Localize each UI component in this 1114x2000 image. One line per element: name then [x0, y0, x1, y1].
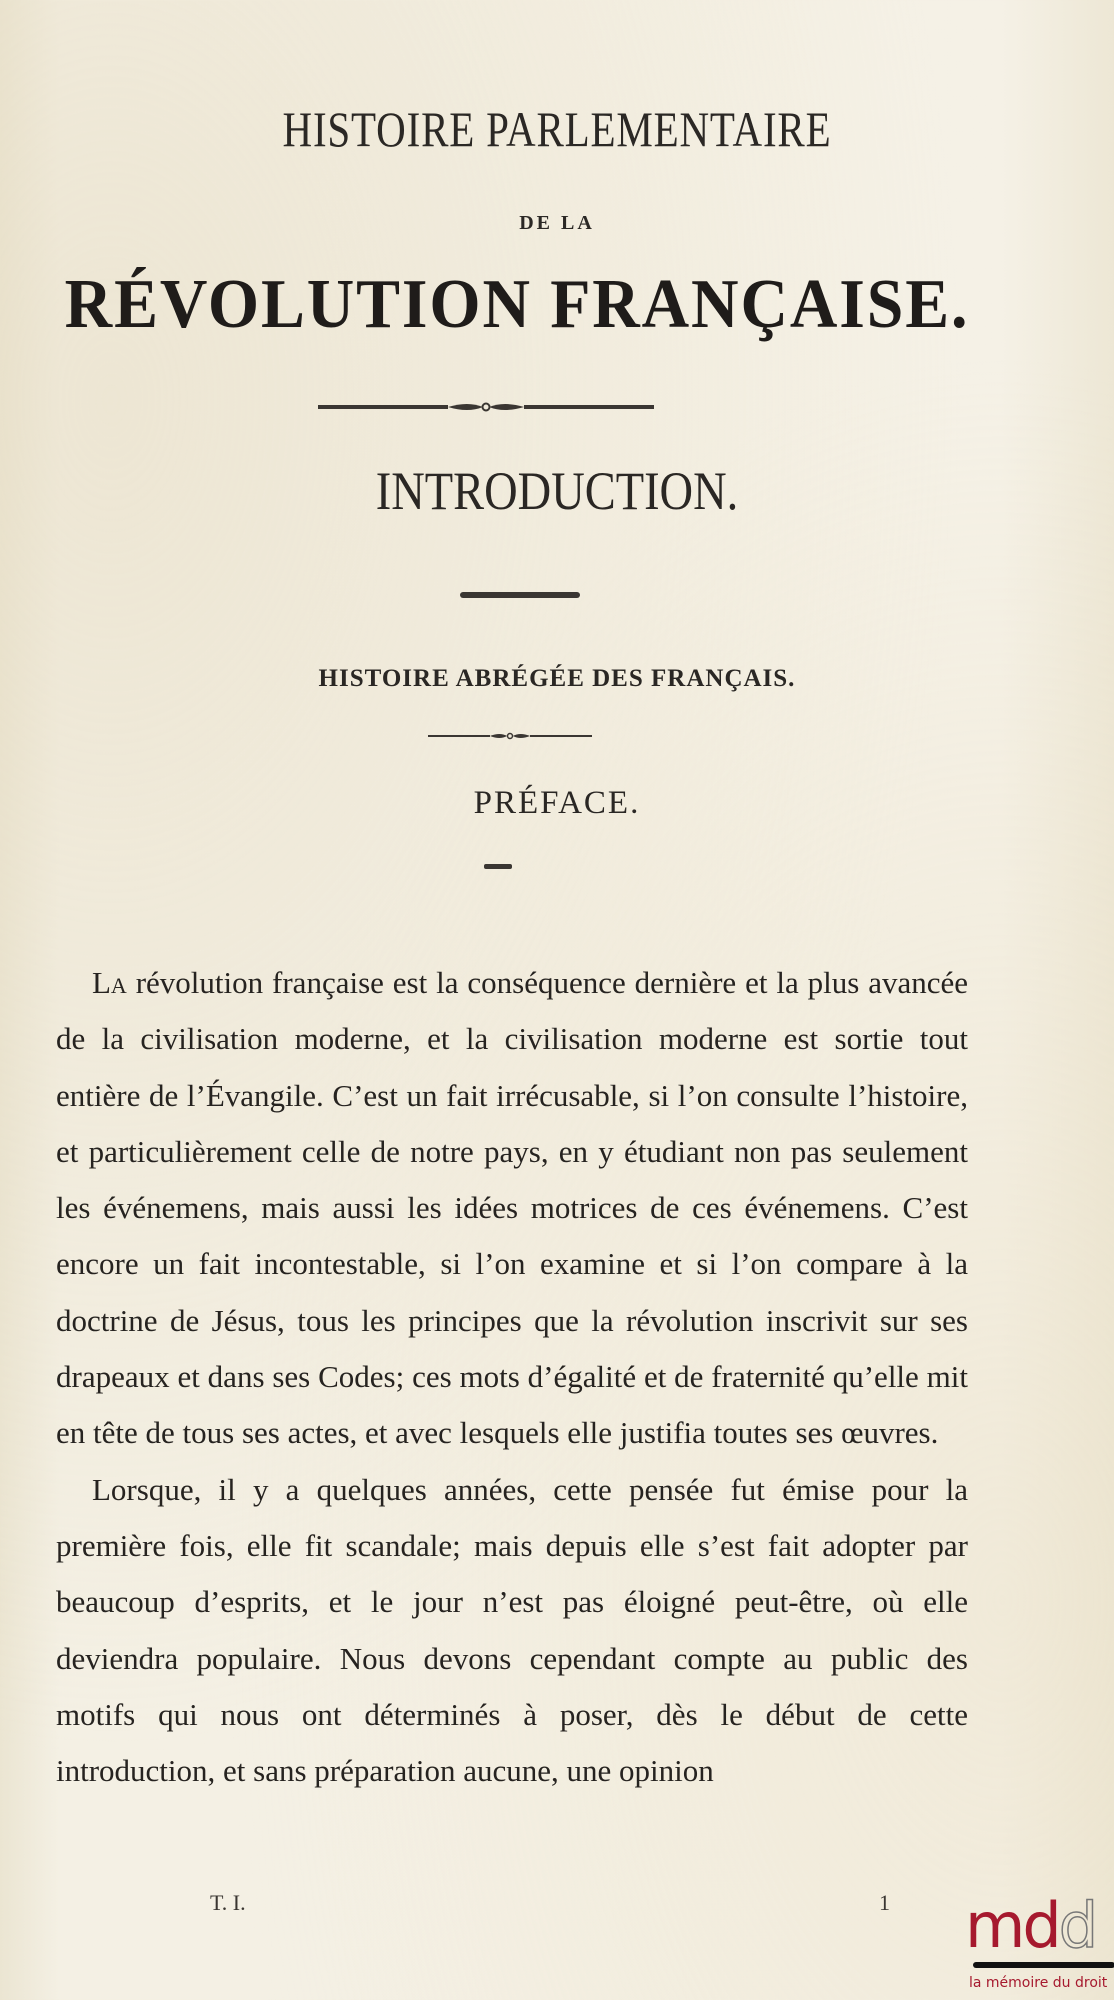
book-title-line-3: RÉVOLUTION FRANÇAISE. [64, 266, 970, 343]
book-title-line-2: DE LA [519, 212, 595, 234]
sheet-number: 1 [879, 1890, 890, 1915]
short-dash-rule [484, 864, 512, 869]
divider-rule [460, 592, 580, 598]
paragraph-lead: La [92, 965, 127, 1000]
paragraph [56, 1462, 968, 1800]
paragraph [56, 955, 968, 1462]
logo-tagline: la mémoire du droit [969, 1975, 1108, 1991]
paragraph-text: révolution française est la conséquence dernière et la plus avancée de la civilisation moderne, et la civilisation moderne est sortie tout entière de l’Évangile. C’est un fait irrécusable, si l’on consulte l’histoire, et particulièrement celle de notre pays, en y étudiant non pas seulement les événemens, mais aussi les idées motrices de ces événemens. C’est encore un fait incontestable, si l’on examine et si l’on compare à la doctrine de Jésus, tous les principes que la révolution inscrivit sur ses drapeaux et dans ses Codes; ces mots d’égalité et de fraternité qu’elle mit en tête de tous ses actes, et avec lesquels elle justifia toutes ses œuvres. [56, 965, 968, 1451]
ornamental-rule-icon [318, 400, 654, 414]
logo-bar [973, 1962, 1114, 1968]
logo-mark-icon: mdd [965, 1889, 1096, 1962]
book-title-line-1: HISTOIRE PARLEMENTAIRE [282, 101, 832, 157]
chapter-title: PRÉFACE. [473, 785, 641, 821]
paragraph-text: Lorsque, il y a quelques années, cette pensée fut émise pour la première fois, elle fit scandale; mais depuis elle s’est fait adopter par beaucoup d’esprits, et le jour n’est pas éloigné peut-être, où elle deviendra populaire. Nous devons cependant compte au public des motifs qui nous ont déterminés à poser, dès le début de cette introduction, et sans préparation aucune, une opinion [56, 1471, 968, 1789]
body-text [56, 955, 968, 1799]
subsection-title: HISTOIRE ABRÉGÉE DES FRANÇAIS. [318, 665, 796, 692]
ornamental-rule-small-icon [428, 731, 592, 741]
signature-mark: T. I. [210, 1890, 246, 1915]
bleed-through-text [60, 130, 1100, 630]
mdd-logo [955, 1889, 1114, 2000]
section-title: INTRODUCTION. [375, 461, 739, 521]
